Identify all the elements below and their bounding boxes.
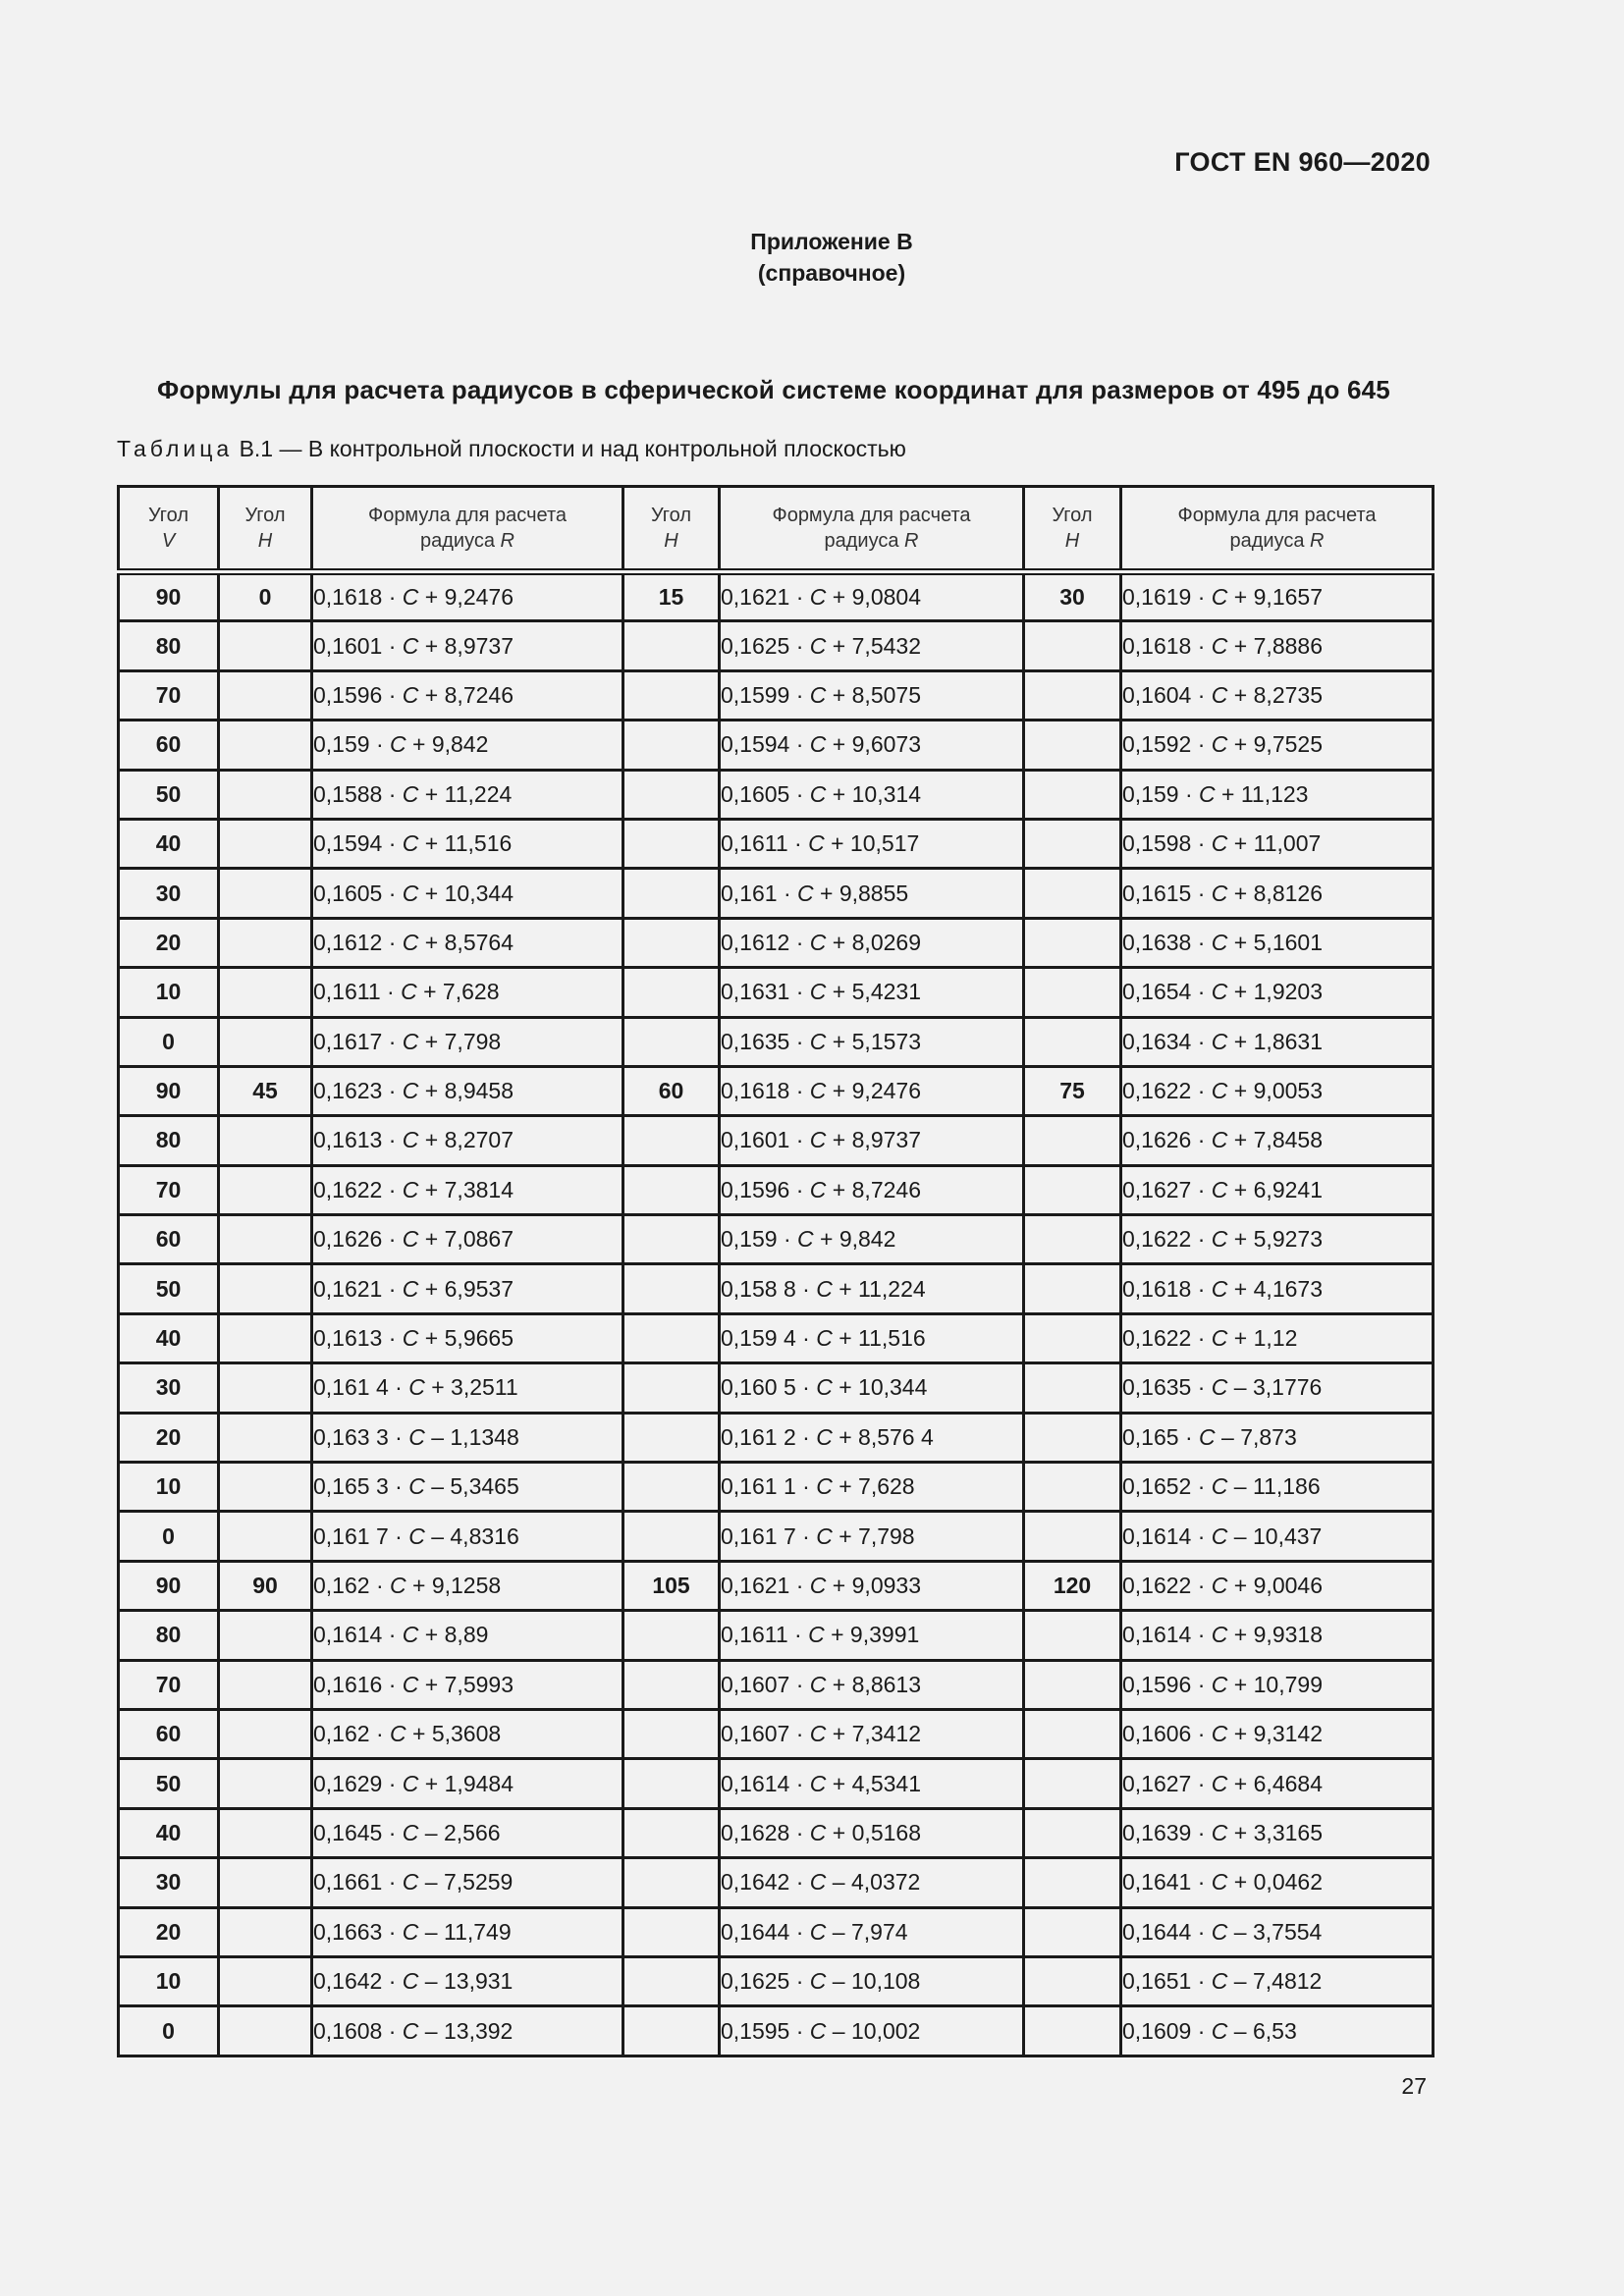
formula-cell: 0,1623 · C + 8,9458 <box>312 1066 623 1115</box>
angle-h-cell <box>1024 621 1121 670</box>
formula-cell: 0,161 · C + 9,8855 <box>720 869 1024 918</box>
table-row <box>119 1660 1434 1709</box>
formula-cell: 0,161 2 · C + 8,576 4 <box>720 1413 1024 1462</box>
formula-cell: 0,1604 · C + 8,2735 <box>1121 670 1434 720</box>
formula-cell: 0,1645 · C – 2,566 <box>312 1808 623 1857</box>
formula-cell: 0,1634 · C + 1,8631 <box>1121 1017 1434 1066</box>
header-formula: Формула для расчета радиуса R <box>312 487 623 572</box>
page-number: 27 <box>1401 2073 1427 2099</box>
angle-h-cell <box>219 1907 312 1956</box>
formula-cell: 0,1622 · C + 9,0046 <box>1121 1561 1434 1610</box>
angle-v-cell: 10 <box>119 968 219 1017</box>
formula-cell: 0,1607 · C + 7,3412 <box>720 1709 1024 1758</box>
formula-cell: 0,1616 · C + 7,5993 <box>312 1660 623 1709</box>
angle-h-cell: 105 <box>623 1561 720 1610</box>
formula-cell: 0,1625 · C – 10,108 <box>720 1956 1024 2005</box>
angle-h-cell <box>623 869 720 918</box>
formula-cell: 0,165 · C – 7,873 <box>1121 1413 1434 1462</box>
formula-cell: 0,1631 · C + 5,4231 <box>720 968 1024 1017</box>
angle-h-cell <box>623 1759 720 1808</box>
formula-cell: 0,1622 · C + 9,0053 <box>1121 1066 1434 1115</box>
angle-h-cell <box>219 1808 312 1857</box>
formula-cell: 0,165 3 · C – 5,3465 <box>312 1463 623 1512</box>
formula-cell: 0,1618 · C + 4,1673 <box>1121 1264 1434 1313</box>
formula-cell: 0,1642 · C – 13,931 <box>312 1956 623 2005</box>
angle-h-cell <box>1024 1907 1121 1956</box>
angle-v-cell: 90 <box>119 572 219 621</box>
angle-h-cell <box>623 1215 720 1264</box>
formula-cell: 0,1635 · C – 3,1776 <box>1121 1363 1434 1413</box>
angle-v-cell: 90 <box>119 1066 219 1115</box>
angle-v-cell: 50 <box>119 1264 219 1313</box>
angle-h-cell <box>1024 2006 1121 2056</box>
formula-cell: 0,1608 · C – 13,392 <box>312 2006 623 2056</box>
formula-cell: 0,1598 · C + 11,007 <box>1121 819 1434 868</box>
table-row <box>119 1561 1434 1610</box>
formula-cell: 0,1639 · C + 3,3165 <box>1121 1808 1434 1857</box>
angle-h-cell: 120 <box>1024 1561 1121 1610</box>
formula-cell: 0,1611 · C + 10,517 <box>720 819 1024 868</box>
formula-cell: 0,1609 · C – 6,53 <box>1121 2006 1434 2056</box>
header-angle-h: Угол H <box>623 487 720 572</box>
table-row <box>119 1463 1434 1512</box>
angle-v-cell: 20 <box>119 918 219 967</box>
angle-v-cell: 0 <box>119 2006 219 2056</box>
table-row <box>119 2006 1434 2056</box>
angle-h-cell <box>1024 721 1121 770</box>
formula-cell: 0,161 7 · C + 7,798 <box>720 1512 1024 1561</box>
table-row <box>119 819 1434 868</box>
formula-cell: 0,1601 · C + 8,9737 <box>720 1116 1024 1165</box>
table-row <box>119 968 1434 1017</box>
angle-h-cell <box>1024 1759 1121 1808</box>
formula-cell: 0,1661 · C – 7,5259 <box>312 1858 623 1907</box>
formula-cell: 0,1618 · C + 9,2476 <box>312 572 623 621</box>
table-row <box>119 1363 1434 1413</box>
angle-v-cell: 90 <box>119 1561 219 1610</box>
angle-h-cell: 0 <box>219 572 312 621</box>
angle-h-cell <box>219 918 312 967</box>
angle-h-cell <box>623 1956 720 2005</box>
angle-h-cell <box>623 2006 720 2056</box>
formula-cell: 0,1611 · C + 9,3991 <box>720 1611 1024 1660</box>
angle-h-cell <box>1024 1709 1121 1758</box>
table-row <box>119 1611 1434 1660</box>
formula-cell: 0,1614 · C + 9,9318 <box>1121 1611 1434 1660</box>
formula-cell: 0,1612 · C + 8,5764 <box>312 918 623 967</box>
formula-cell: 0,1644 · C – 7,974 <box>720 1907 1024 1956</box>
angle-h-cell <box>623 1413 720 1462</box>
angle-h-cell <box>1024 670 1121 720</box>
formula-cell: 0,1619 · C + 9,1657 <box>1121 572 1434 621</box>
formula-cell: 0,1606 · C + 9,3142 <box>1121 1709 1434 1758</box>
angle-v-cell: 20 <box>119 1907 219 1956</box>
angle-h-cell <box>219 1611 312 1660</box>
angle-h-cell <box>623 1463 720 1512</box>
angle-h-cell <box>1024 1413 1121 1462</box>
angle-h-cell: 75 <box>1024 1066 1121 1115</box>
angle-h-cell <box>1024 1215 1121 1264</box>
table-row <box>119 1264 1434 1313</box>
table-row <box>119 1215 1434 1264</box>
angle-h-cell <box>623 1512 720 1561</box>
formula-cell: 0,1652 · C – 11,186 <box>1121 1463 1434 1512</box>
angle-h-cell <box>623 770 720 819</box>
angle-h-cell <box>623 1116 720 1165</box>
formula-cell: 0,1605 · C + 10,314 <box>720 770 1024 819</box>
angle-h-cell <box>219 1313 312 1362</box>
table-row <box>119 1413 1434 1462</box>
header-formula: Формула для расчета радиуса R <box>1121 487 1434 572</box>
angle-v-cell: 10 <box>119 1956 219 2005</box>
angle-h-cell <box>623 1017 720 1066</box>
angle-h-cell <box>623 918 720 967</box>
angle-h-cell <box>1024 1660 1121 1709</box>
table-caption-label: Таблица <box>117 436 234 461</box>
formula-cell: 0,160 5 · C + 10,344 <box>720 1363 1024 1413</box>
appendix-title-block <box>0 226 1624 289</box>
formula-cell: 0,162 · C + 9,1258 <box>312 1561 623 1610</box>
formula-cell: 0,1654 · C + 1,9203 <box>1121 968 1434 1017</box>
angle-h-cell <box>219 968 312 1017</box>
angle-v-cell: 80 <box>119 621 219 670</box>
angle-h-cell <box>219 1759 312 1808</box>
table-caption-text: В.1 — В контрольной плоскости и над контрольной плоскостью <box>233 436 906 461</box>
formula-cell: 0,158 8 · C + 11,224 <box>720 1264 1024 1313</box>
angle-h-cell <box>1024 1363 1121 1413</box>
formula-cell: 0,161 7 · C – 4,8316 <box>312 1512 623 1561</box>
formula-cell: 0,1611 · C + 7,628 <box>312 968 623 1017</box>
angle-h-cell <box>219 1215 312 1264</box>
angle-v-cell: 50 <box>119 1759 219 1808</box>
table-row <box>119 1858 1434 1907</box>
angle-v-cell: 70 <box>119 1165 219 1214</box>
angle-h-cell <box>219 1264 312 1313</box>
formula-cell: 0,1594 · C + 11,516 <box>312 819 623 868</box>
formula-cell: 0,1615 · C + 8,8126 <box>1121 869 1434 918</box>
table-row <box>119 1709 1434 1758</box>
table-row <box>119 670 1434 720</box>
angle-h-cell <box>219 819 312 868</box>
angle-h-cell <box>1024 1808 1121 1857</box>
angle-v-cell: 30 <box>119 1858 219 1907</box>
angle-v-cell: 80 <box>119 1116 219 1165</box>
header-angle-h: Угол H <box>219 487 312 572</box>
angle-h-cell <box>219 1858 312 1907</box>
formula-cell: 0,1621 · C + 9,0804 <box>720 572 1024 621</box>
angle-h-cell <box>219 1512 312 1561</box>
angle-h-cell <box>1024 1313 1121 1362</box>
table-row <box>119 721 1434 770</box>
angle-v-cell: 0 <box>119 1512 219 1561</box>
angle-h-cell <box>219 1413 312 1462</box>
angle-h-cell: 45 <box>219 1066 312 1115</box>
angle-h-cell <box>219 1956 312 2005</box>
formula-cell: 0,1629 · C + 1,9484 <box>312 1759 623 1808</box>
angle-v-cell: 40 <box>119 1808 219 1857</box>
angle-h-cell <box>623 968 720 1017</box>
table-caption <box>117 436 906 462</box>
formula-cell: 0,1607 · C + 8,8613 <box>720 1660 1024 1709</box>
formula-cell: 0,1596 · C + 8,7246 <box>312 670 623 720</box>
angle-v-cell: 70 <box>119 670 219 720</box>
angle-h-cell <box>219 770 312 819</box>
angle-h-cell <box>219 2006 312 2056</box>
angle-h-cell <box>219 1709 312 1758</box>
formula-cell: 0,1599 · C + 8,5075 <box>720 670 1024 720</box>
angle-h-cell <box>1024 1858 1121 1907</box>
angle-h-cell: 30 <box>1024 572 1121 621</box>
section-heading: Формулы для расчета радиусов в сферической системе координат для размеров от 495 до 645 <box>157 375 1390 404</box>
formula-cell: 0,1618 · C + 7,8886 <box>1121 621 1434 670</box>
formula-cell: 0,1622 · C + 5,9273 <box>1121 1215 1434 1264</box>
formula-cell: 0,1635 · C + 5,1573 <box>720 1017 1024 1066</box>
formula-cell: 0,1614 · C – 10,437 <box>1121 1512 1434 1561</box>
formula-cell: 0,1588 · C + 11,224 <box>312 770 623 819</box>
formula-cell: 0,1626 · C + 7,0867 <box>312 1215 623 1264</box>
angle-v-cell: 80 <box>119 1611 219 1660</box>
table-body <box>119 572 1434 2056</box>
angle-h-cell <box>1024 1512 1121 1561</box>
formula-cell: 0,1613 · C + 8,2707 <box>312 1116 623 1165</box>
angle-h-cell <box>219 621 312 670</box>
angle-h-cell <box>219 670 312 720</box>
formula-cell: 0,159 · C + 9,842 <box>312 721 623 770</box>
formula-cell: 0,1627 · C + 6,9241 <box>1121 1165 1434 1214</box>
formula-cell: 0,1618 · C + 9,2476 <box>720 1066 1024 1115</box>
table-row <box>119 1512 1434 1561</box>
angle-h-cell <box>623 1907 720 1956</box>
formula-cell: 0,1612 · C + 8,0269 <box>720 918 1024 967</box>
angle-h-cell <box>1024 1165 1121 1214</box>
angle-h-cell <box>623 621 720 670</box>
angle-v-cell: 50 <box>119 770 219 819</box>
angle-h-cell <box>623 1363 720 1413</box>
formula-cell: 0,1617 · C + 7,798 <box>312 1017 623 1066</box>
formula-cell: 0,1642 · C – 4,0372 <box>720 1858 1024 1907</box>
angle-v-cell: 60 <box>119 721 219 770</box>
table-row <box>119 1759 1434 1808</box>
angle-h-cell <box>623 1660 720 1709</box>
angle-h-cell <box>623 670 720 720</box>
angle-h-cell <box>623 721 720 770</box>
formula-cell: 0,1638 · C + 5,1601 <box>1121 918 1434 967</box>
angle-v-cell: 30 <box>119 1363 219 1413</box>
angle-h-cell <box>219 1116 312 1165</box>
angle-h-cell <box>219 1017 312 1066</box>
angle-h-cell <box>219 1363 312 1413</box>
header-formula: Формула для расчета радиуса R <box>720 487 1024 572</box>
angle-v-cell: 30 <box>119 869 219 918</box>
formula-cell: 0,1601 · C + 8,9737 <box>312 621 623 670</box>
angle-h-cell <box>219 869 312 918</box>
formula-cell: 0,1644 · C – 3,7554 <box>1121 1907 1434 1956</box>
table-row <box>119 1165 1434 1214</box>
formula-cell: 0,1622 · C + 1,12 <box>1121 1313 1434 1362</box>
formula-cell: 0,1614 · C + 8,89 <box>312 1611 623 1660</box>
formula-cell: 0,161 1 · C + 7,628 <box>720 1463 1024 1512</box>
header-angle-h: Угол H <box>1024 487 1121 572</box>
table-row <box>119 918 1434 967</box>
angle-h-cell <box>623 1611 720 1660</box>
table-row <box>119 1313 1434 1362</box>
header-angle-v: Угол V <box>119 487 219 572</box>
angle-v-cell: 60 <box>119 1709 219 1758</box>
angle-h-cell <box>1024 770 1121 819</box>
formula-cell: 0,1628 · C + 0,5168 <box>720 1808 1024 1857</box>
formula-cell: 0,159 4 · C + 11,516 <box>720 1313 1024 1362</box>
angle-h-cell <box>1024 1611 1121 1660</box>
formula-cell: 0,162 · C + 5,3608 <box>312 1709 623 1758</box>
angle-h-cell <box>623 1858 720 1907</box>
angle-v-cell: 40 <box>119 1313 219 1362</box>
formula-cell: 0,1596 · C + 10,799 <box>1121 1660 1434 1709</box>
angle-v-cell: 60 <box>119 1215 219 1264</box>
formula-cell: 0,1605 · C + 10,344 <box>312 869 623 918</box>
angle-h-cell <box>623 819 720 868</box>
angle-h-cell <box>219 721 312 770</box>
angle-h-cell: 15 <box>623 572 720 621</box>
angle-h-cell <box>219 1463 312 1512</box>
angle-h-cell <box>623 1165 720 1214</box>
angle-h-cell <box>1024 869 1121 918</box>
angle-h-cell: 60 <box>623 1066 720 1115</box>
formula-cell: 0,161 4 · C + 3,2511 <box>312 1363 623 1413</box>
formula-cell: 0,1613 · C + 5,9665 <box>312 1313 623 1362</box>
angle-h-cell <box>623 1808 720 1857</box>
table-row <box>119 1808 1434 1857</box>
angle-h-cell: 90 <box>219 1561 312 1610</box>
angle-h-cell <box>623 1264 720 1313</box>
angle-v-cell: 20 <box>119 1413 219 1462</box>
table-row <box>119 1066 1434 1115</box>
document-code: ГОСТ EN 960—2020 <box>1174 147 1431 177</box>
formula-cell: 0,159 · C + 11,123 <box>1121 770 1434 819</box>
formula-cell: 0,1663 · C – 11,749 <box>312 1907 623 1956</box>
table-row <box>119 869 1434 918</box>
appendix-title: Приложение В <box>750 229 913 254</box>
angle-h-cell <box>1024 1956 1121 2005</box>
angle-h-cell <box>1024 1116 1121 1165</box>
angle-h-cell <box>219 1165 312 1214</box>
formula-cell: 0,1595 · C – 10,002 <box>720 2006 1024 2056</box>
table-row <box>119 621 1434 670</box>
formula-cell: 0,159 · C + 9,842 <box>720 1215 1024 1264</box>
angle-v-cell: 70 <box>119 1660 219 1709</box>
formula-cell: 0,1651 · C – 7,4812 <box>1121 1956 1434 2005</box>
angle-h-cell <box>1024 1463 1121 1512</box>
formula-cell: 0,1626 · C + 7,8458 <box>1121 1116 1434 1165</box>
formula-cell: 0,1596 · C + 8,7246 <box>720 1165 1024 1214</box>
angle-h-cell <box>1024 918 1121 967</box>
formula-cell: 0,1621 · C + 6,9537 <box>312 1264 623 1313</box>
angle-h-cell <box>1024 1264 1121 1313</box>
table-row <box>119 1116 1434 1165</box>
table-row <box>119 1017 1434 1066</box>
formula-cell: 0,1592 · C + 9,7525 <box>1121 721 1434 770</box>
table-row <box>119 572 1434 621</box>
angle-v-cell: 40 <box>119 819 219 868</box>
angle-h-cell <box>1024 819 1121 868</box>
appendix-subtitle: (справочное) <box>757 260 906 286</box>
formula-cell: 0,1621 · C + 9,0933 <box>720 1561 1024 1610</box>
table-row <box>119 1956 1434 2005</box>
table-row <box>119 1907 1434 1956</box>
angle-h-cell <box>1024 968 1121 1017</box>
angle-h-cell <box>623 1313 720 1362</box>
formula-table <box>117 485 1435 2057</box>
formula-cell: 0,1614 · C + 4,5341 <box>720 1759 1024 1808</box>
formula-cell: 0,163 3 · C – 1,1348 <box>312 1413 623 1462</box>
angle-h-cell <box>1024 1017 1121 1066</box>
table-row <box>119 770 1434 819</box>
formula-cell: 0,1594 · C + 9,6073 <box>720 721 1024 770</box>
angle-h-cell <box>623 1709 720 1758</box>
formula-cell: 0,1641 · C + 0,0462 <box>1121 1858 1434 1907</box>
formula-cell: 0,1627 · C + 6,4684 <box>1121 1759 1434 1808</box>
table-header-row <box>119 487 1434 572</box>
angle-v-cell: 0 <box>119 1017 219 1066</box>
formula-cell: 0,1622 · C + 7,3814 <box>312 1165 623 1214</box>
angle-h-cell <box>219 1660 312 1709</box>
formula-cell: 0,1625 · C + 7,5432 <box>720 621 1024 670</box>
angle-v-cell: 10 <box>119 1463 219 1512</box>
